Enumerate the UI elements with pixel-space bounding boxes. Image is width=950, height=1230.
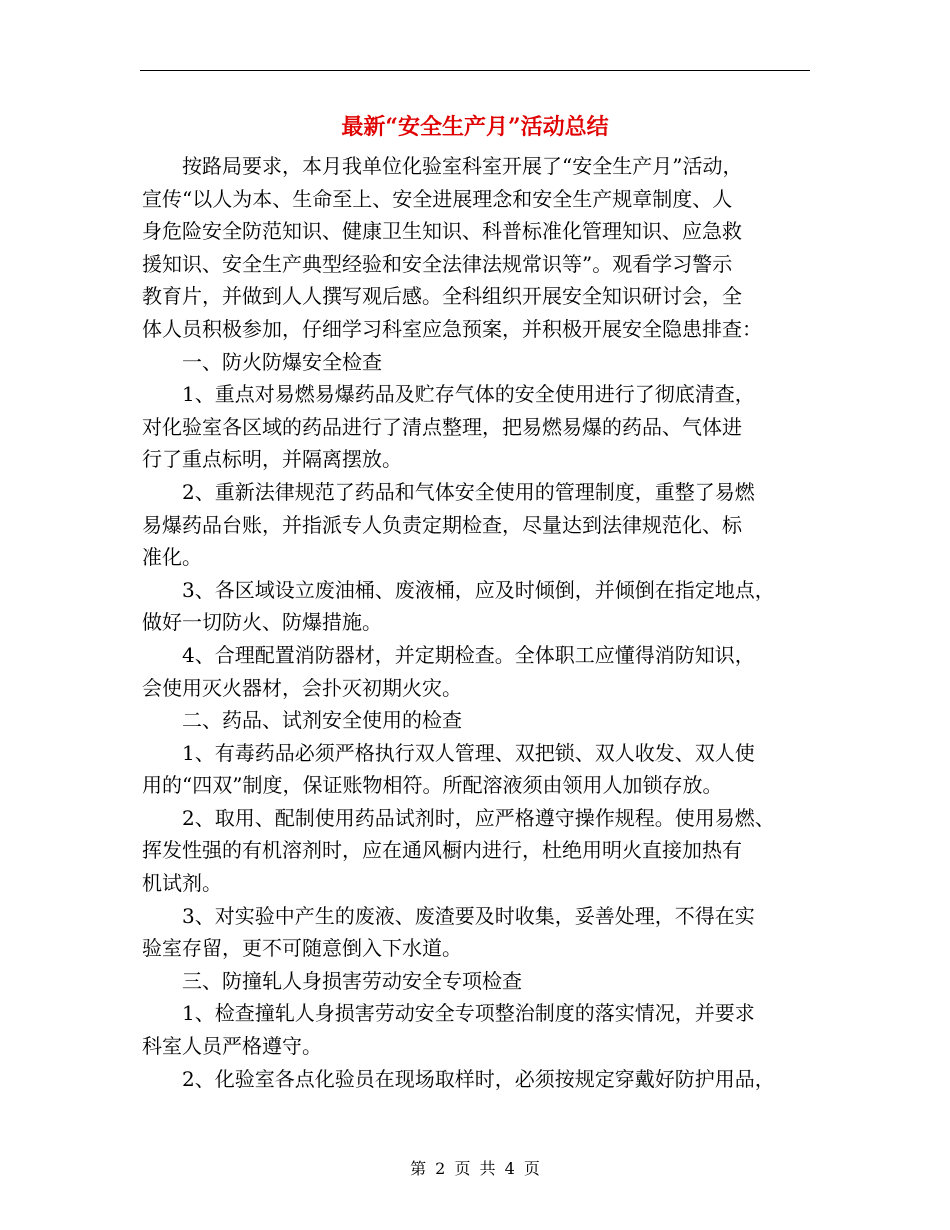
paragraph bbox=[142, 802, 822, 900]
paragraph-line: 3、对实验中产生的废液、废渣要及时收集，妥善处理，不得在实 bbox=[182, 903, 755, 928]
paragraph bbox=[142, 476, 822, 574]
paragraph-line: 三、防撞轧人身损害劳动安全专项检查 bbox=[182, 968, 522, 993]
paragraph-line: 2、取用、配制使用药品试剂时，应严格遵守操作规程。使用易燃、 bbox=[182, 805, 775, 830]
paragraph-line: 1、检查撞轧人身损害劳动安全专项整治制度的落实情况，并要求 bbox=[182, 1001, 755, 1026]
paragraph-line: 1、重点对易燃易爆药品及贮存气体的安全使用进行了彻底清查， bbox=[182, 382, 755, 407]
paragraph-line: 4、合理配置消防器材，并定期检查。全体职工应懂得消防知识， bbox=[182, 642, 755, 667]
paragraph-line: 二、药品、试剂安全使用的检查 bbox=[182, 708, 462, 733]
paragraph-line: 3、各区域设立废油桶、废液桶，应及时倾倒，并倾倒在指定地点， bbox=[182, 577, 775, 602]
paragraph-line: 会使用灭火器材，会扑灭初期火灾。 bbox=[142, 675, 462, 700]
paragraph-line: 援知识、安全生产典型经验和安全法律法规常识等”。观看学习警示 bbox=[142, 251, 733, 276]
paragraph-line: 科室人员严格遵守。 bbox=[142, 1034, 322, 1059]
paragraph-line: 挥发性强的有机溶剂时，应在通风橱内进行，杜绝用明火直接加热有 bbox=[142, 838, 742, 863]
paragraph bbox=[142, 997, 822, 1062]
paragraph-line: 2、重新法律规范了药品和气体安全使用的管理制度，重整了易燃 bbox=[182, 479, 755, 504]
paragraph bbox=[142, 737, 822, 802]
paragraph-line: 1、有毒药品必须严格执行双人管理、双把锁、双人收发、双人使 bbox=[182, 740, 755, 765]
page-footer: 第 2 页 共 4 页 bbox=[410, 1159, 540, 1178]
document-body bbox=[142, 150, 822, 1095]
paragraph bbox=[142, 704, 822, 737]
paragraph-line: 行了重点标明，并隔离摆放。 bbox=[142, 447, 402, 472]
paragraph-line: 准化。 bbox=[142, 545, 202, 570]
paragraph bbox=[142, 965, 822, 998]
paragraph-line: 做好一切防火、防爆措施。 bbox=[142, 610, 382, 635]
paragraph bbox=[142, 574, 822, 639]
paragraph bbox=[142, 639, 822, 704]
paragraph-line: 用的“四双”制度，保证账物相符。所配溶液须由领用人加锁存放。 bbox=[142, 773, 723, 798]
paragraph-line: 验室存留，更不可随意倒入下水道。 bbox=[142, 936, 462, 961]
paragraph-line: 身危险安全防范知识、健康卫生知识、科普标准化管理知识、应急救 bbox=[142, 219, 742, 244]
paragraph-line: 机试剂。 bbox=[142, 871, 222, 896]
paragraph-line: 易爆药品台账，并指派专人负责定期检查，尽量达到法律规范化、标 bbox=[142, 512, 742, 537]
paragraph-line: 教育片，并做到人人撰写观后感。全科组织开展安全知识研讨会，全 bbox=[142, 284, 742, 309]
paragraph-line: 体人员积极参加，仔细学习科室应急预案，并积极开展安全隐患排查： bbox=[142, 316, 762, 341]
paragraph bbox=[142, 346, 822, 379]
paragraph-line: 按路局要求，本月我单位化验室科室开展了“安全生产月”活动， bbox=[182, 154, 743, 178]
paragraph bbox=[142, 150, 822, 346]
paragraph bbox=[142, 378, 822, 476]
header-rule bbox=[140, 70, 810, 71]
document-title: 最新“安全生产月”活动总结 bbox=[341, 114, 609, 140]
paragraph-line: 2、化验室各点化验员在现场取样时，必须按规定穿戴好防护用品， bbox=[182, 1066, 775, 1091]
paragraph bbox=[142, 900, 822, 965]
paragraph bbox=[142, 1063, 822, 1096]
paragraph-line: 对化验室各区域的药品进行了清点整理，把易燃易爆的药品、气体进 bbox=[142, 414, 742, 439]
paragraph-line: 一、防火防爆安全检查 bbox=[182, 349, 382, 374]
paragraph-line: 宣传“以人为本、生命至上、安全进展理念和安全生产规章制度、人 bbox=[142, 186, 733, 211]
